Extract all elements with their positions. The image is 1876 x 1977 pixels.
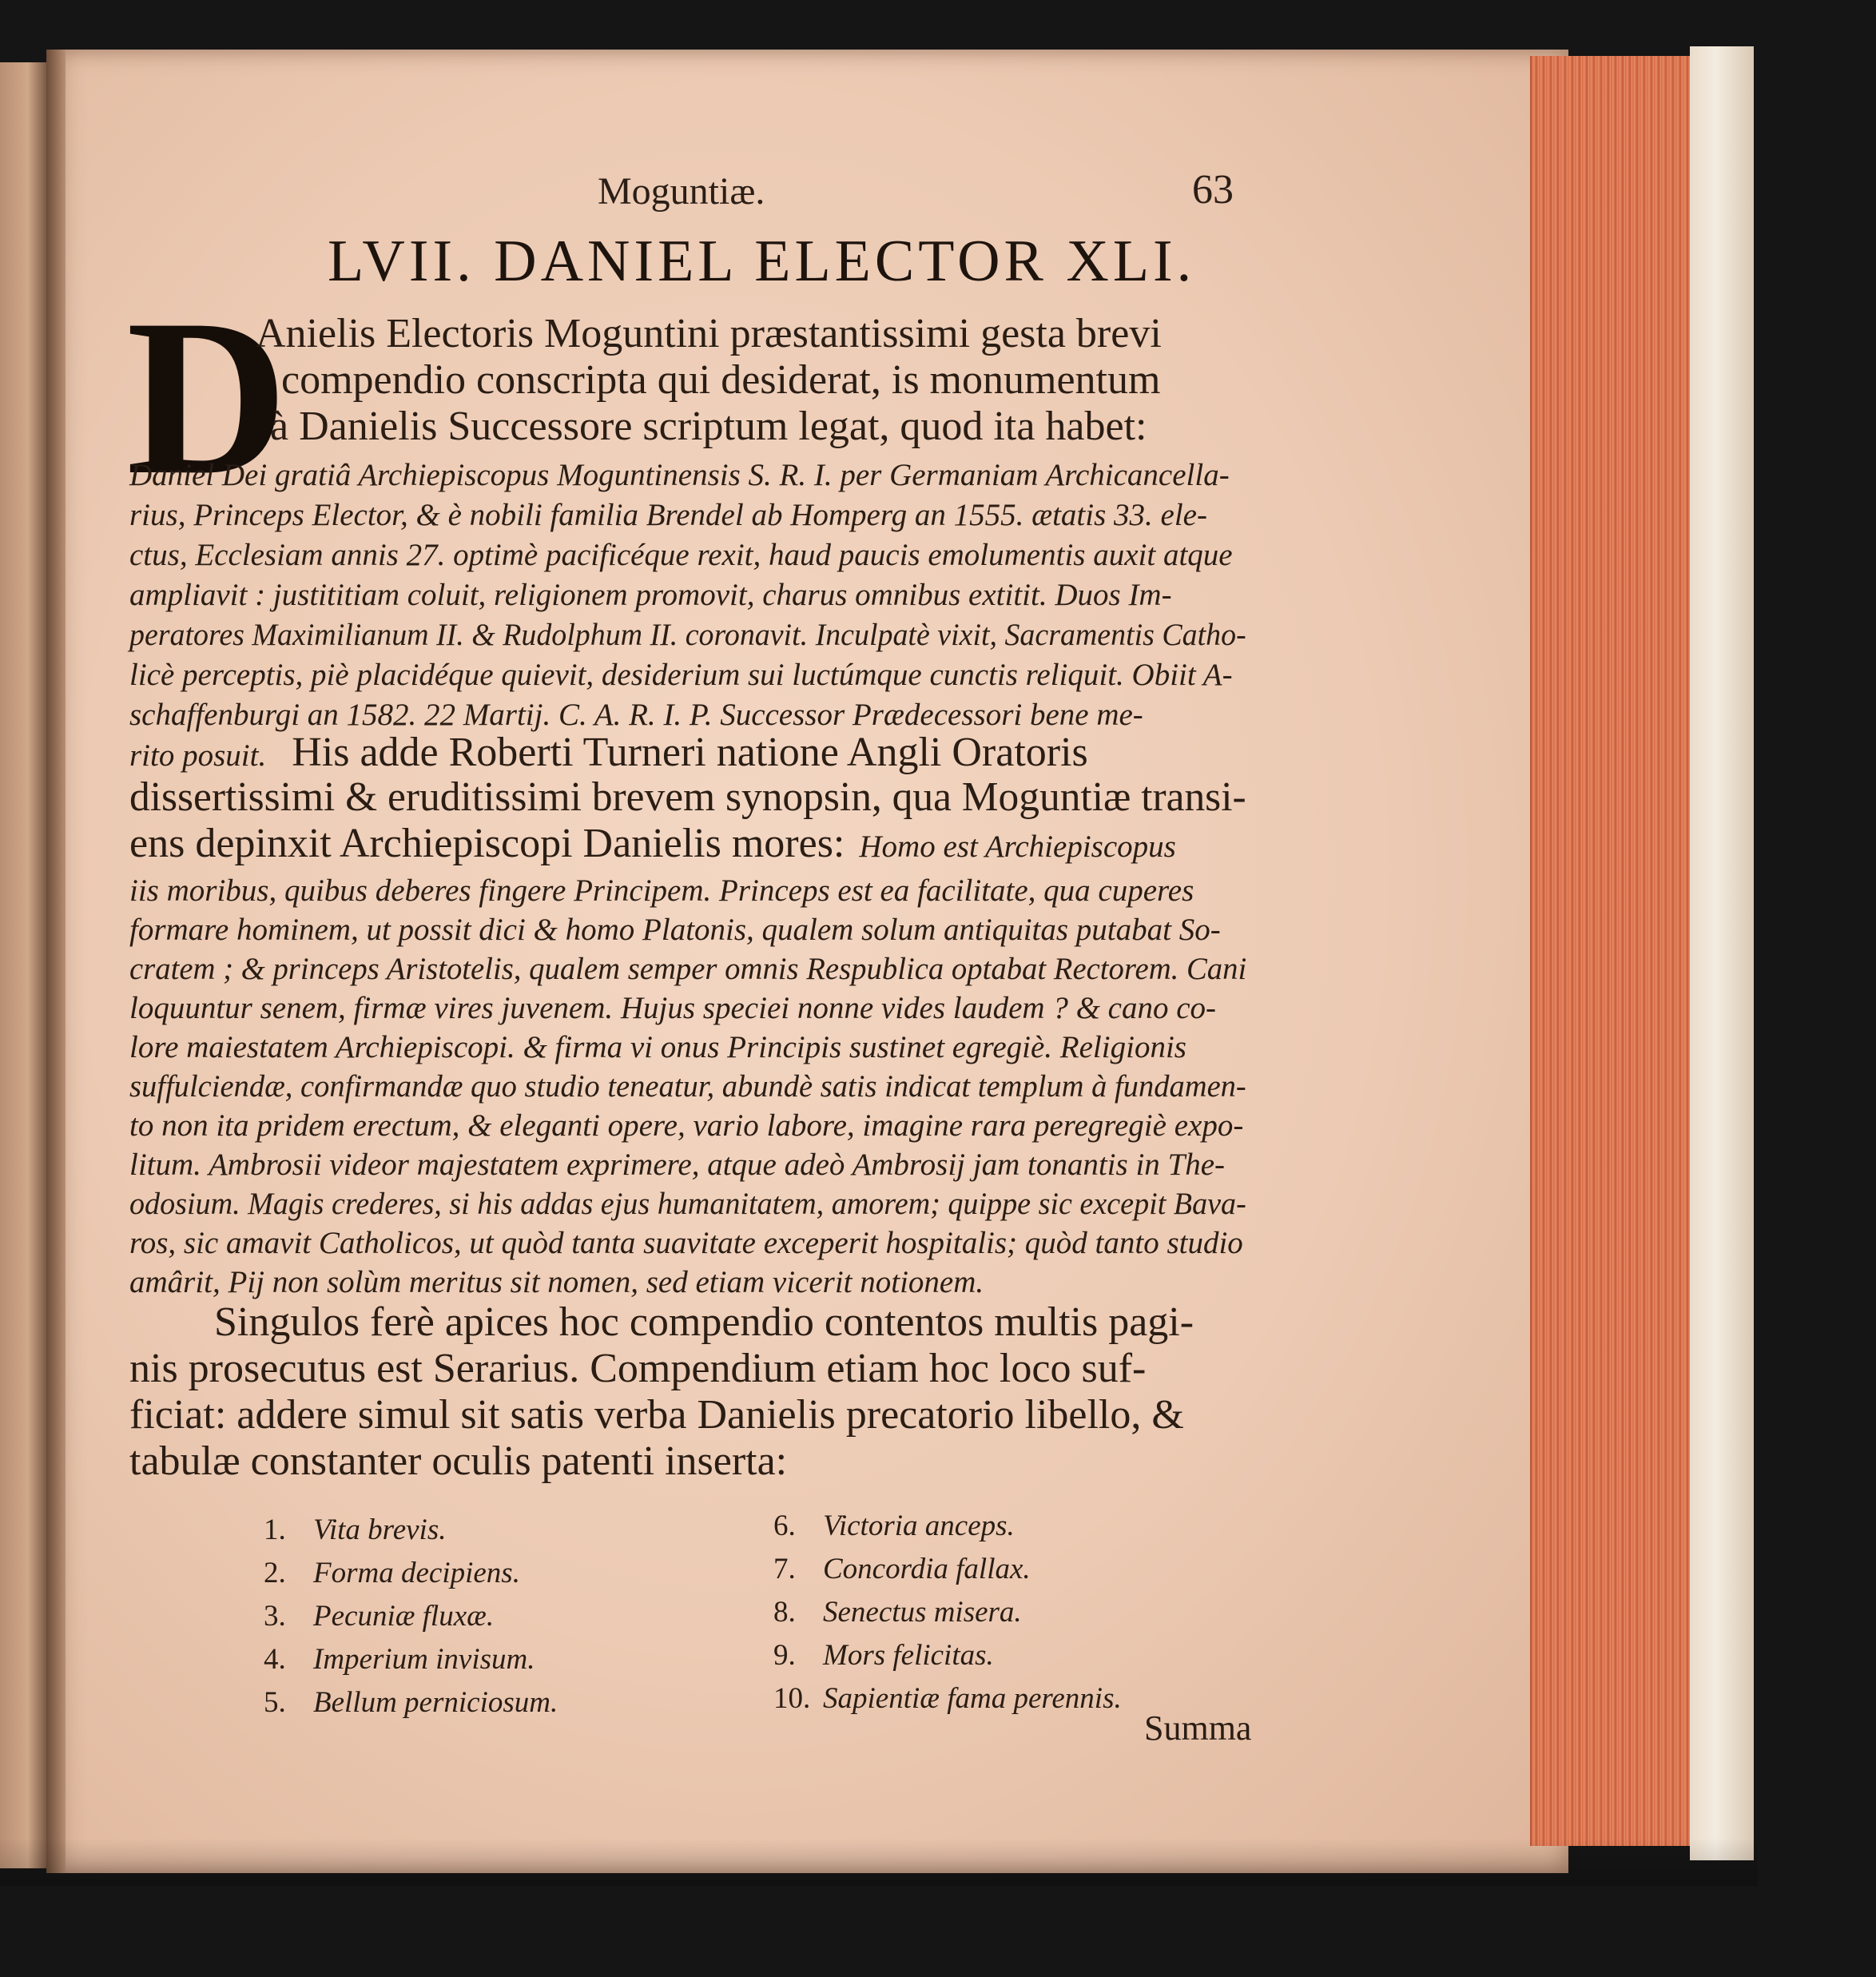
mixed-line [129,820,1176,867]
text-line: à Danielis Successore scriptum legat, quod ita habet: [270,404,1147,449]
catchword: Summa [1144,1708,1252,1748]
quote-line: formare hominem, ut possit dici & homo Platonis, qualem solum antiquitas putabat So- [129,913,1221,947]
text-line: ficiat: addere simul sit satis verba Danielis precatorio libello, & [129,1392,1184,1438]
list-item: 1. Vita brevis. [264,1514,447,1546]
epitaph-line: rius, Princeps Elector, & è nobili familia Brendel ab Homperg an 1555. ætatis 33. ele- [129,498,1207,532]
chapter-heading: LVII. DANIEL ELECTOR XLI. [328,229,1196,294]
list-item: 3. Pecuniæ fluxæ. [264,1600,495,1633]
quote-line: ros, sic amavit Catholicos, ut quòd tanta suavitate exceperit hospitalis; quòd tanto studio [129,1226,1243,1260]
folio: 63 [1192,167,1234,213]
list-item: 7. Concordia fallax. [773,1553,1031,1585]
gutter-shadow [46,50,66,1873]
text-line: nis prosecutus est Serarius. Compendium etiam hoc loco suf- [129,1346,1147,1391]
epitaph-end: rito posuit. [129,738,267,773]
page-edges [1530,56,1695,1846]
quote-line: suffulciendæ, confirmandæ quo studio teneatur, abundè satis indicat templum à fundamen- [129,1069,1246,1104]
list-item: 4. Imperium invisum. [264,1643,535,1676]
quote-line: iis moribus, quibus deberes fingere Principem. Princeps est ea facilitate, qua cuperes [129,873,1194,908]
drop-cap: D [126,272,288,521]
mixed-line [129,729,1088,776]
text-line: compendio conscripta qui desiderat, is monumentum [281,357,1161,403]
list-item: 2. Forma decipiens. [264,1557,520,1589]
text-line: Anielis Electoris Moguntini præstantissimi gesta brevi [256,311,1162,356]
bottom-shadow [0,1838,1758,1886]
text-line: Singulos ferè apices hoc compendio contentos multis pagi- [214,1299,1194,1345]
facing-page-edge [0,62,46,1868]
epitaph-line: ampliavit : justititiam coluit, religionem promovit, charus omnibus extitit. Duos Im- [129,578,1172,612]
quote-line: loquuntur senem, firmæ vires juvenem. Hujus speciei nonne vides laudem ? & cano co- [129,991,1217,1025]
quote-line: lore maiestatem Archiepiscopi. & firma vi onus Principis sustinet egregiè. Religionis [129,1030,1186,1064]
epitaph-line: licè perceptis, piè placidéque quievit, desiderium sui luctúmque cunctis reliquit. Obiit A- [129,658,1233,692]
text-segment: ens depinxit Archiepiscopi Danielis mores: [129,821,845,866]
quote-line: litum. Ambrosii videor majestatem exprimere, atque adeò Ambrosij jam tonantis in The- [129,1148,1226,1182]
quote-start: Homo est Archiepiscopus [859,829,1176,864]
epitaph-line: peratores Maximilianum II. & Rudolphum II. coronavit. Inculpatè vixit, Sacramentis Catho- [129,618,1246,652]
epitaph-line: Daniel Dei gratiâ Archiepiscopus Moguntinensis S. R. I. per Germaniam Archicancella- [129,458,1230,492]
epitaph-line: ctus, Ecclesiam annis 27. optimè pacificéque rexit, haud paucis emolumentis auxit atque [129,538,1233,572]
quote-line: odosium. Magis crederes, si his addas ejus humanitatem, amorem; quippe sic excepit Bava- [129,1187,1246,1221]
list-item: 8. Senectus misera. [773,1596,1022,1629]
running-head: Moguntiæ. [598,170,765,213]
epitaph-line: schaffenburgi an 1582. 22 Martij. C. A. R. I. P. Successor Prædecessori bene me- [129,698,1143,732]
list-item: 5. Bellum perniciosum. [264,1686,558,1719]
text-line: dissertissimi & eruditissimi brevem synopsin, qua Moguntiæ transi- [129,774,1246,820]
book-cover-edge [1690,46,1754,1860]
list-item: 6. Victoria anceps. [773,1510,1015,1542]
text-segment: His adde Roberti Turneri natione Angli Oratoris [292,730,1088,775]
list-item: 10. Sapientiæ fama perennis. [773,1682,1122,1715]
quote-line: to non ita pridem erectum, & eleganti opere, vario labore, imagine rara peregregiè expo- [129,1108,1244,1143]
quote-line: cratem ; & princeps Aristotelis, qualem semper omnis Respublica optabat Rectorem. Cani [129,952,1247,986]
quote-line: amârit, Pij non solùm meritus sit nomen, sed etiam vicerit notionem. [129,1265,984,1299]
text-line: tabulæ constanter oculis patenti inserta: [129,1438,788,1484]
list-item: 9. Mors felicitas. [773,1639,994,1672]
